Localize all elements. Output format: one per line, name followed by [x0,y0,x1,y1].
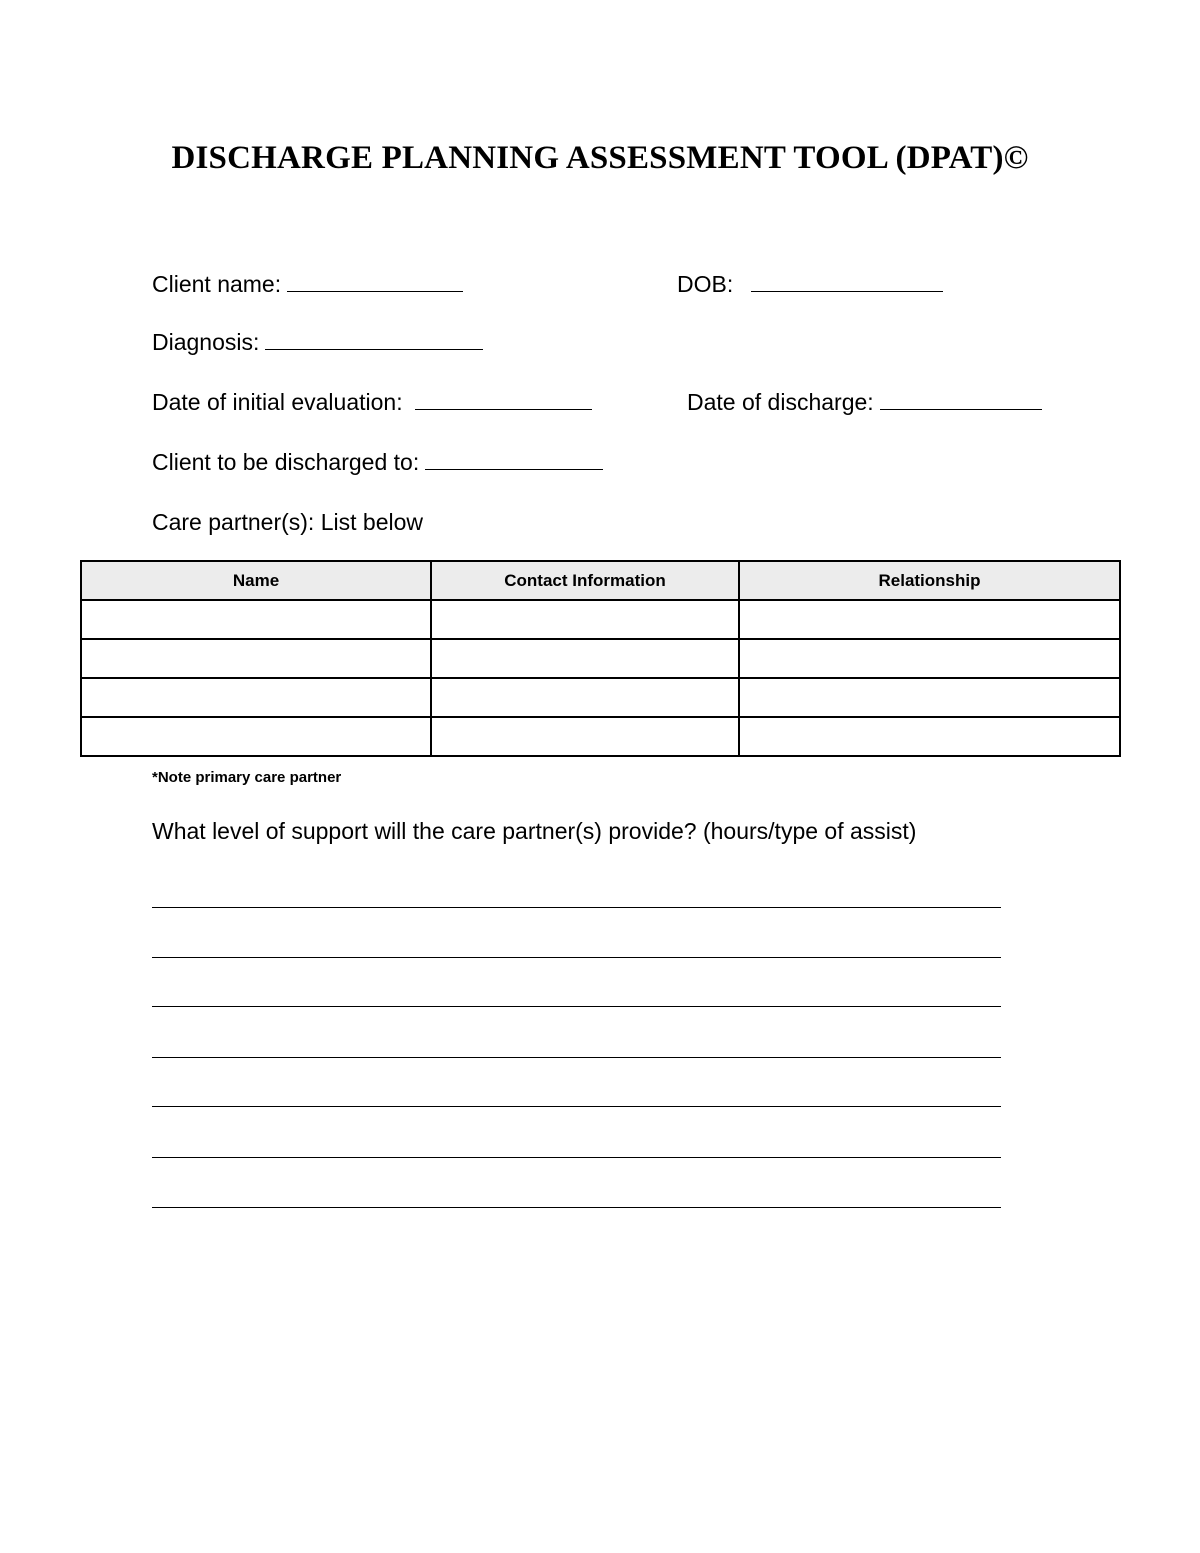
answer-line[interactable] [152,1006,1001,1007]
discharge-date-row [687,387,1042,417]
answer-line[interactable] [152,1057,1001,1058]
table-row [81,600,1120,639]
dob-label: DOB: [677,271,734,297]
client-name-blank[interactable] [287,269,463,292]
name-cell[interactable] [81,639,431,678]
name-cell[interactable] [81,717,431,756]
dob-blank[interactable] [751,269,943,292]
name-cell[interactable] [81,678,431,717]
dob-row [677,269,943,299]
client-name-label: Client name: [152,271,282,297]
support-level-question: What level of support will the care partner(s) provide? (hours/type of assist) [152,818,917,844]
diagnosis-label: Diagnosis: [152,329,260,355]
discharge-date-label: Date of discharge: [687,389,874,415]
name-cell[interactable] [81,600,431,639]
discharged-to-blank[interactable] [425,447,603,470]
relationship-cell[interactable] [739,639,1120,678]
column-header-contact: Contact Information [431,561,739,600]
table-row [81,717,1120,756]
relationship-cell[interactable] [739,600,1120,639]
answer-line[interactable] [152,907,1001,908]
contact-cell[interactable] [431,600,739,639]
discharged-to-row [152,447,603,477]
care-partner-table [80,560,1121,757]
diagnosis-row [152,327,483,357]
contact-cell[interactable] [431,639,739,678]
initial-evaluation-label: Date of initial evaluation: [152,389,403,415]
table-header-row [81,561,1120,600]
contact-cell[interactable] [431,678,739,717]
table-row [81,678,1120,717]
diagnosis-blank[interactable] [265,327,483,350]
answer-line[interactable] [152,1157,1001,1158]
discharge-date-blank[interactable] [880,387,1042,410]
column-header-name: Name [81,561,431,600]
client-name-row [152,269,463,299]
discharged-to-label: Client to be discharged to: [152,449,420,475]
answer-line[interactable] [152,1106,1001,1107]
relationship-cell[interactable] [739,717,1120,756]
contact-cell[interactable] [431,717,739,756]
column-header-relationship: Relationship [739,561,1120,600]
initial-evaluation-row [152,387,592,417]
initial-evaluation-blank[interactable] [415,387,592,410]
primary-partner-note: *Note primary care partner [152,769,342,786]
care-partners-label: Care partner(s): List below [152,509,423,535]
answer-line[interactable] [152,1207,1001,1208]
form-title: DISCHARGE PLANNING ASSESSMENT TOOL (DPAT)© [171,140,1029,176]
table-row [81,639,1120,678]
relationship-cell[interactable] [739,678,1120,717]
answer-line[interactable] [152,957,1001,958]
